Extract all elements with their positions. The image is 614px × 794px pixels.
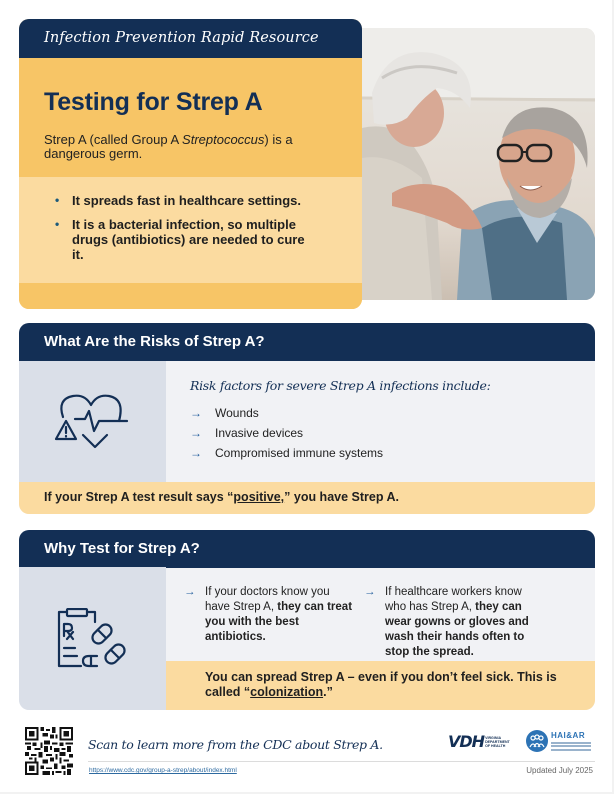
hero-bottom-strip xyxy=(19,283,362,309)
vdh-sub-line: OF HEALTH xyxy=(485,743,506,748)
prescription-pills-icon xyxy=(53,608,133,670)
couple-photo-illustration xyxy=(362,28,595,300)
arrow-right-icon: → xyxy=(190,426,202,440)
why-text-bold: they can wear gowns or gloves and wash their hands often to stop the spread. xyxy=(385,601,529,658)
vdh-sub-line: VIRGINIA xyxy=(485,735,502,740)
arrow-right-icon: → xyxy=(190,446,202,460)
kicker: Infection Prevention Rapid Resource xyxy=(44,30,319,46)
bullet-item: • It spreads fast in healthcare settings. xyxy=(55,193,315,208)
why-text xyxy=(205,585,357,660)
cdc-link[interactable]: https://www.cdc.gov/group-a-strep/about/index.html xyxy=(89,767,237,774)
subtitle-text-end: ) is a dangerous germ. xyxy=(44,132,293,161)
list-item xyxy=(190,443,490,463)
subtitle-italic: Streptococcus xyxy=(182,132,265,147)
arrow-right-icon: → xyxy=(184,586,196,598)
why-icon-panel xyxy=(19,567,166,710)
vdh-wordmark: VDH xyxy=(448,732,485,751)
arrow-right-icon: → xyxy=(364,586,376,598)
arrow-right-icon: → xyxy=(190,406,202,420)
callout-text-end: .” xyxy=(323,685,333,699)
callout-text-end: ” you have Strep A. xyxy=(284,490,399,504)
risk-factor: Wounds xyxy=(215,406,259,420)
why-header xyxy=(19,530,595,568)
hero-photo xyxy=(362,28,595,300)
list-item xyxy=(190,403,490,423)
callout-text: If your Strep A test result says “ xyxy=(44,490,234,504)
page-title: Testing for Strep A xyxy=(44,88,263,116)
risks-body xyxy=(190,378,490,463)
list-item xyxy=(190,423,490,443)
risks-heading: What Are the Risks of Strep A? xyxy=(44,333,265,350)
risks-section xyxy=(19,323,595,514)
colonization-term-link[interactable]: colonization xyxy=(250,685,324,699)
why-callout xyxy=(166,661,595,710)
hero-subtitle xyxy=(44,133,314,161)
vdh-sub-line: DEPARTMENT xyxy=(485,739,510,744)
hero-card xyxy=(19,19,362,309)
why-test-section xyxy=(19,530,595,710)
why-column xyxy=(364,585,544,660)
callout-text: You can spread Strep A – even if you don’t feel sick. This is called “ xyxy=(205,670,557,699)
hai-ar-subtext xyxy=(551,742,591,751)
scan-prompt: Scan to learn more from the CDC about Strep A. xyxy=(88,737,383,752)
risks-header xyxy=(19,323,595,361)
hero-bullets xyxy=(19,177,362,283)
why-heading: Why Test for Strep A? xyxy=(44,540,200,557)
qr-code-icon[interactable] xyxy=(25,727,73,775)
hai-ar-text xyxy=(551,731,591,751)
heart-warning-pulse-icon xyxy=(53,391,133,453)
bullet-item: • It is a bacterial infection, so multiple drugs (antibiotics) are needed to cure it. xyxy=(55,217,315,262)
kicker-band xyxy=(19,19,362,58)
vdh-subtext xyxy=(485,736,510,748)
footer-divider xyxy=(88,761,595,762)
hero-intro xyxy=(19,58,362,177)
why-columns xyxy=(184,585,544,660)
positive-term-link[interactable]: positive, xyxy=(233,490,285,504)
risks-icon-panel xyxy=(19,361,166,482)
risk-factor: Compromised immune systems xyxy=(215,446,384,460)
why-text-plain: If your doctors know you have Strep A, xyxy=(205,586,330,613)
vdh-logo xyxy=(448,732,510,751)
hai-ar-wordmark: HAI&AR xyxy=(551,731,586,741)
updated-date: Updated July 2025 xyxy=(526,766,593,775)
people-group-icon xyxy=(526,730,548,752)
hai-ar-logo xyxy=(526,730,591,752)
why-column xyxy=(184,585,364,660)
risks-callout xyxy=(19,482,595,514)
why-text xyxy=(385,585,544,660)
risk-factor-list xyxy=(190,403,490,463)
risks-lead: Risk factors for severe Strep A infections include: xyxy=(190,378,491,393)
why-text-bold: they can treat you with the best antibiotics. xyxy=(205,601,353,643)
subtitle-text: Strep A (called Group A xyxy=(44,132,183,147)
why-text-plain: If healthcare workers know who has Strep A, xyxy=(385,586,522,613)
risk-factor: Invasive devices xyxy=(215,426,304,440)
